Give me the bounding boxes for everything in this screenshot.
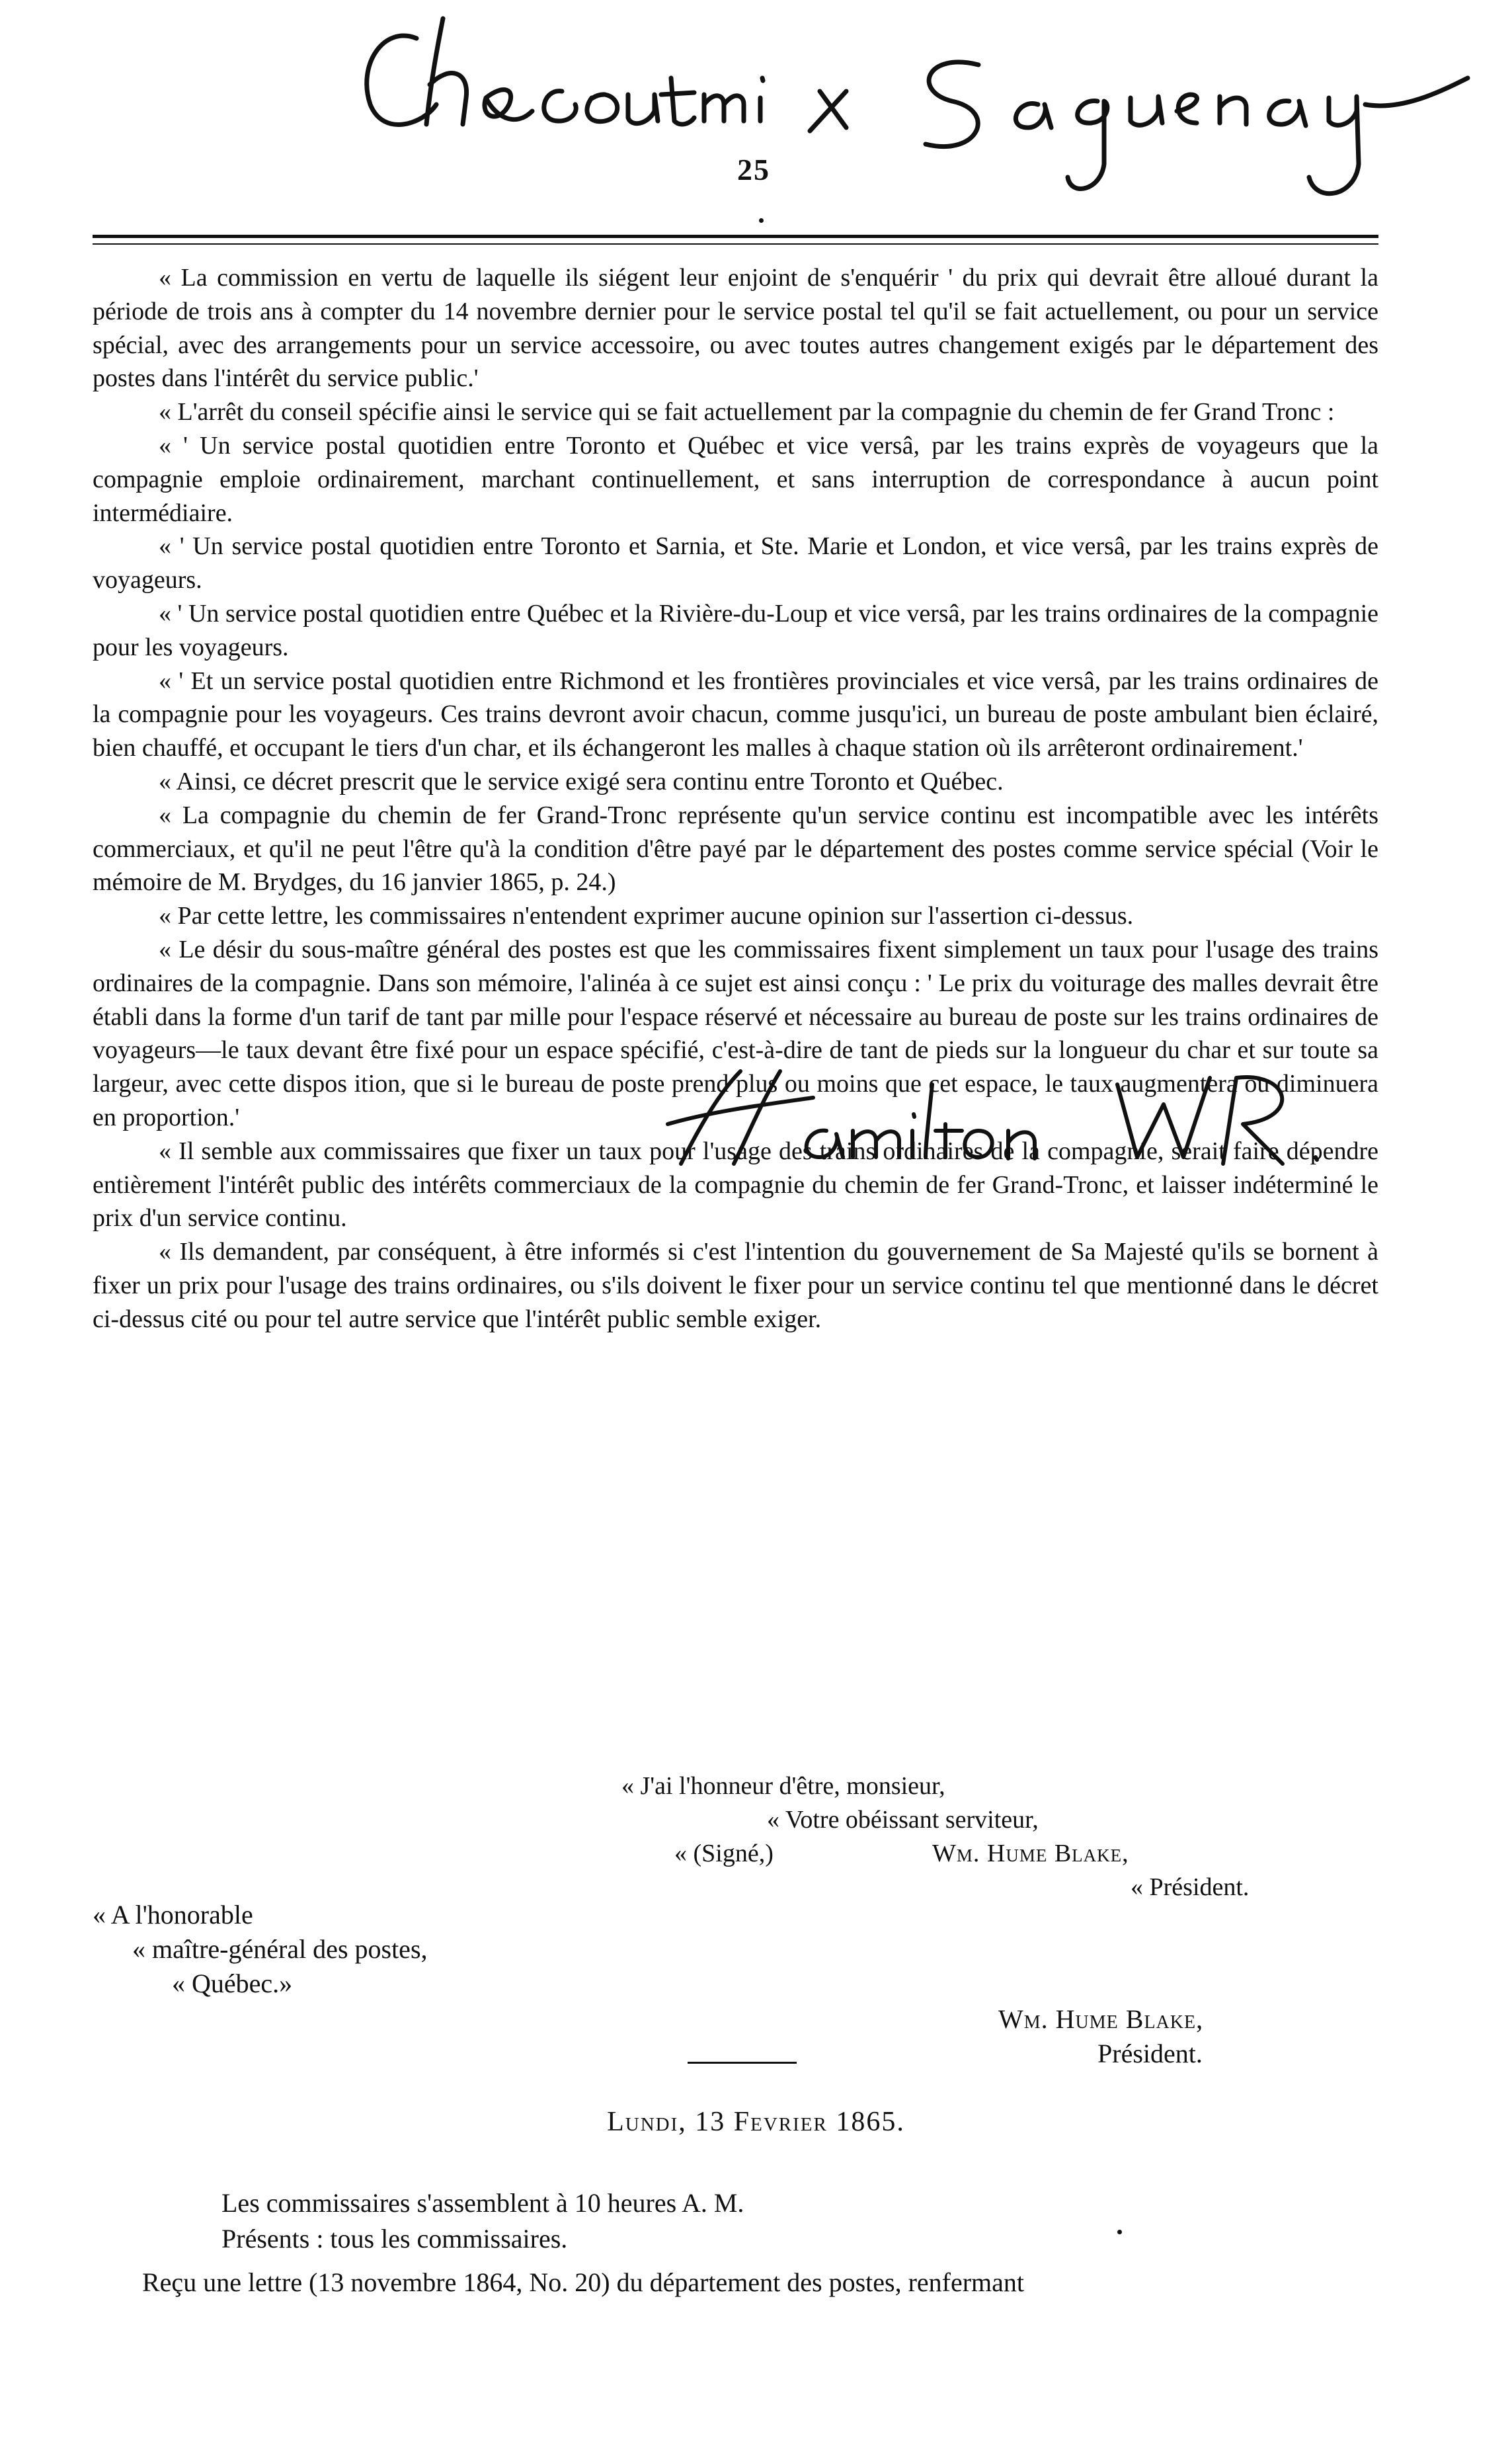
paragraph: « La compagnie du chemin de fer Grand-Tronc représente qu'un service continu est incompatible avec les intérêts commerciaux, et qu'il ne peut l'être qu'à la condition d'être payé par le département des postes comme service spécial (Voir le mémoire de M. Brydges, du 16 janvier 1865, p. 24.): [93, 801, 1378, 897]
speck-mark: [1117, 2230, 1122, 2234]
signoff-name: Wm. Hume Blake,: [998, 2004, 1204, 2034]
paragraph: « ' Un service postal quotidien entre Québec et la Rivière-du-Loup et vice versâ, par les trains ordinaires de la compagnie pour les voyageurs.: [93, 599, 1378, 661]
paragraph: « Ainsi, ce décret prescrit que le service exigé sera continu entre Toronto et Québec.: [159, 767, 1004, 795]
address-line: « maître-général des postes,: [132, 1934, 428, 1964]
paragraph: « Il semble aux commissaires que fixer un taux pour l'usage des trains ordinaires de la compagnie, serait faire dépendre entièrement l'intérêt public des intérêts commerciaux de la compagnie du chemin de fer Grand-Tronc, et laisser indéterminé le prix d'un service continu.: [93, 1137, 1378, 1233]
signoff-title: Président.: [1097, 2039, 1203, 2068]
paragraph: « ' Un service postal quotidien entre Toronto et Québec et vice versâ, par les trains exprès de voyageurs que la compagnie emploie ordinairement, marchant continuellement, et sans interruption de correspondance à aucun point intermédiaire.: [93, 431, 1378, 527]
closing-signatory-name: Wm. Hume Blake,: [932, 1840, 1129, 1867]
paragraph: « ' Et un service postal quotidien entre Richmond et les frontières provinciales et vice versâ, par les trains ordinaires de la compagnie pour les voyageurs. Ces trains devront avoir chacun, comme jusqu'ici, un bureau de poste ambulant bien éclairé, bien chauffé, et occupant le tiers d'un char, et ils échangeront les malles à chaque station où ils arrêteront ordinairement.': [93, 667, 1378, 762]
handwritten-title-annotation: [344, 12, 1481, 210]
closing-signed-prefix: « (Signé,): [674, 1840, 774, 1867]
letter-body: [93, 261, 1378, 1336]
page-number: 25: [737, 153, 770, 186]
paragraph: « Le désir du sous-maître général des postes est que les commissaires fixent simplement un taux pour l'usage des trains ordinaires de la compagnie. Dans son mémoire, l'alinéa à ce sujet est ainsi conçu : ' Le prix du voiturage des malles devrait être établi dans la forme d'un tarif de tant par mille pour l'espace réservé et nécessaire au bureau de poste sur les trains ordinaires de voyageurs—le taux devant être fixé pour un espace spécifié, c'est-à-dire de tant de pieds sur la longueur du char et sur toute sa largeur, avec cette dispos ition, que si le bureau de poste prend plus ou moins que cet espace, le taux augmentera ou diminuera en proportion.': [93, 935, 1378, 1131]
section-divider: [688, 2062, 797, 2064]
speck-mark: [759, 218, 764, 223]
paragraph: « ' Un service postal quotidien entre Toronto et Sarnia, et Ste. Marie et London, et vice versâ, par les trains exprès de voyageurs.: [93, 532, 1378, 594]
paragraph: « La commission en vertu de laquelle ils siégent leur enjoint de s'enquérir ' du prix qui devrait être alloué durant la période de trois ans à compter du 14 novembre dernier pour le service postal tel qu'il se fait actuellement, ou pour un service spécial, avec des arrangements pour un service accessoire, ou avec toutes autres changement exigés par le département des postes dans l'intérêt du service public.': [93, 264, 1378, 393]
date-heading: Lundi, 13 Fevrier 1865.: [607, 2107, 905, 2137]
paragraph: « Ils demandent, par conséquent, à être informés si c'est l'intention du gouvernement de Sa Majesté qu'ils se bornent à fixer un prix pour l'usage des trains ordinaires, ou s'ils doivent le fixer pour un service continu tel que mentionné dans le décret ci-dessus cité ou pour tel autre service que l'intérêt public semble exiger.: [93, 1238, 1378, 1333]
closing-line: « Votre obéissant serviteur,: [767, 1806, 1039, 1834]
minutes-line: Présents : tous les commissaires.: [221, 2224, 568, 2254]
closing-line: « J'ai l'honneur d'être, monsieur,: [621, 1772, 945, 1800]
header-rule-thin: [93, 243, 1378, 245]
minutes-line: Reçu une lettre (13 novembre 1864, No. 20) du département des postes, renfermant: [142, 2267, 1025, 2297]
closing-title: « Président.: [1131, 1873, 1250, 1901]
header-rule-thick: [93, 235, 1378, 238]
minutes-line: Les commissaires s'assemblent à 10 heures A. M.: [221, 2188, 744, 2218]
paragraph: « Par cette lettre, les commissaires n'entendent exprimer aucune opinion sur l'assertion ci-dessus.: [159, 902, 1134, 930]
address-line: « A l'honorable: [93, 1900, 253, 1930]
address-line: « Québec.»: [172, 1969, 293, 1998]
paragraph: « L'arrêt du conseil spécifie ainsi le service qui se fait actuellement par la compagnie du chemin de fer Grand Tronc :: [159, 398, 1335, 427]
recipient-address: [93, 1898, 428, 2001]
